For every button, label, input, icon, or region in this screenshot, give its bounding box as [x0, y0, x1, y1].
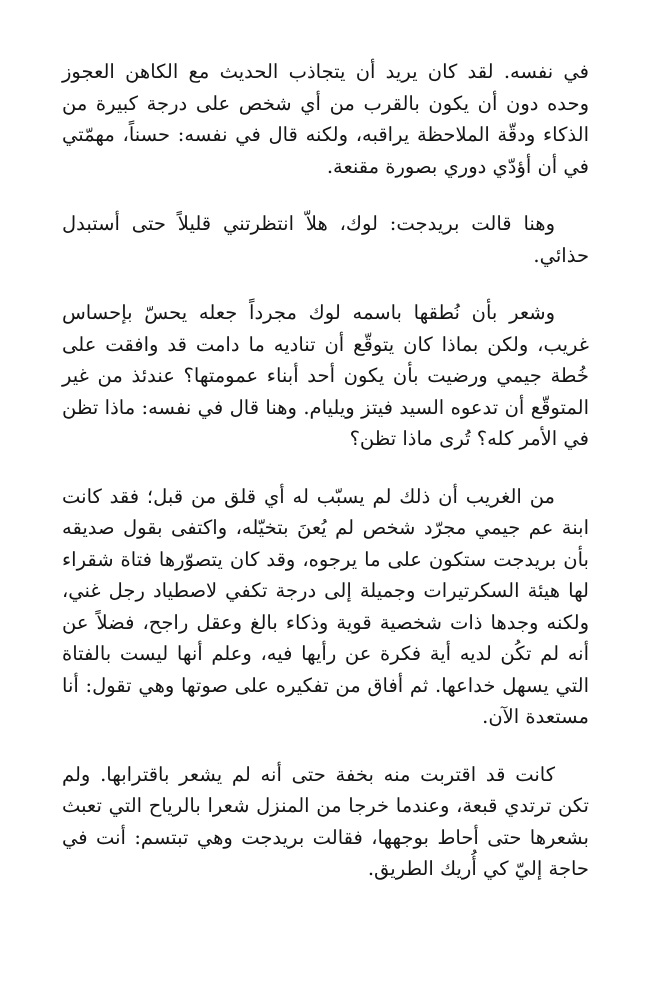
- paragraph-3: وشعر بأن نُطقها باسمه لوك مجرداً جعله يحسّ بإحساس غريب، ولكن بماذا كان يتوقّع أن تناديه ما دامت قد وافقت على خُطة جيمي ورضيت بأن يكون أحد أبناء عمومتها؟ عندئذ من غير المتوقّع أن تدعوه السيد فيتز ويليام. وهنا قال في نفسه: ماذا تظن في الأمر كله؟ تُرى ماذا تظن؟: [62, 301, 589, 450]
- paragraph-1: في نفسه. لقد كان يريد أن يتجاذب الحديث مع الكاهن العجوز وحده دون أن يكون بالقرب من أي شخص على درجة كبيرة من الذكاء ودقّة الملاحظة يراقبه، ولكنه قال في نفسه: حسناً، مهمّتي في أن أؤدّي دوري بصورة مقنعة.: [62, 60, 589, 178]
- paragraph-4: من الغريب أن ذلك لم يسبّب له أي قلق من قبل؛ فقد كانت ابنة عم جيمي مجرّد شخص لم يُعنَ بتخيّله، واكتفى بقول صديقه بأن بريدجت ستكون على ما يرجوه، وقد كان يتصوّرها فتاة شقراء لها هيئة السكرتيرات وجميلة إلى درجة تكفي لاصطياد رجل غني، ولكنه وجدها ذات شخصية قوية وذكاء بالغ وعقل راجح، فضلاً عن أنه لم تكُن لديه أية فكرة عن رأيها فيه، وعلم أنها ليست بالفتاة التي يسهل خداعها. ثم أفاق من تفكيره على صوتها وهي تقول: أنا مستعدة الآن.: [62, 484, 589, 728]
- paragraph-2: وهنا قالت بريدجت: لوك، هلاّ انتظرتني قليلاً حتى أستبدل حذائي.: [62, 212, 589, 267]
- paragraph-5: كانت قد اقتربت منه بخفة حتى أنه لم يشعر باقترابها. ولم تكن ترتدي قبعة، وعندما خرجا من المنزل شعرا بالرياح التي تعبث بشعرها حتى أحاط بوجهها، فقالت بريدجت وهي تبتسم: أنت في حاجة إليّ كي أُريك الطريق.: [62, 762, 589, 880]
